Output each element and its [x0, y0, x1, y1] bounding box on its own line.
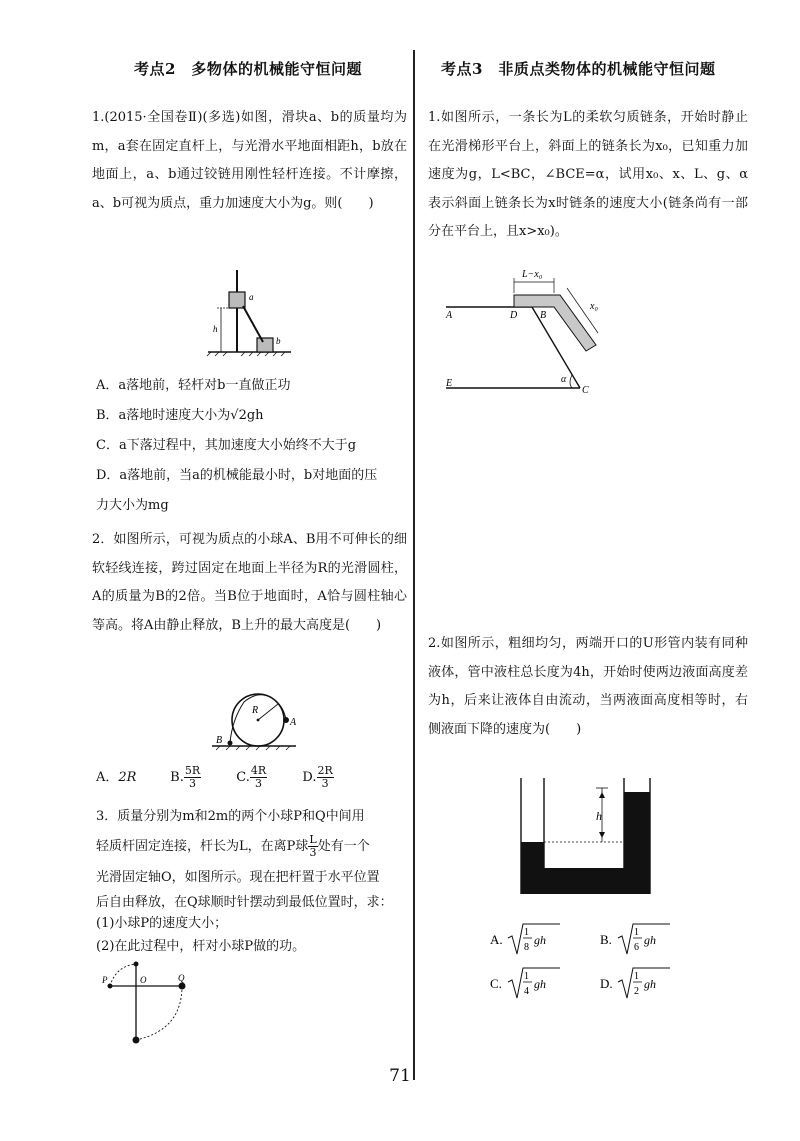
figure-cylinder: [210, 690, 300, 750]
arc-p: [110, 964, 136, 986]
question-2-right-text: 2.如图所示，粗细均匀，两端开口的U形管内装有同种液体，管中液柱总长度为4h，开始时使两边液面高度差为h，后来让液体自由流动，当两液面高度相等时，右侧液面下降的速度为( ): [428, 636, 748, 737]
svg-text:1: 1: [524, 927, 529, 938]
svg-text:D.: D.: [600, 976, 613, 991]
label-o: O: [140, 975, 147, 985]
figure-rotating-rod: [100, 960, 200, 1050]
label-a: A: [290, 717, 297, 728]
figure-sliding-blocks: [205, 270, 295, 355]
label-c: C: [582, 385, 589, 396]
q1-option-d: D．a落地前，当a的机械能最小时，b对地面的压: [96, 468, 378, 483]
angle-arc: [570, 375, 572, 388]
label-a: a: [249, 292, 254, 302]
question-1-right-text: 1.如图所示，一条长为L的柔软匀质链条，开始时静止在光滑梯形平台上，斜面上的链条长为x₀，已知重力加速度为g，L<BC，∠BCE=α，试用x₀、x、L、g、α表示斜面上链条长为x时链条的速度大小(链条尚有一部分在平台上，且x>x₀)。: [428, 110, 748, 239]
question-2-left-text: 2．如图所示，可视为质点的小球A、B用不可伸长的细软轻线连接，跨过固定在地面上半径为R的光滑圆柱，A的质量为B的2倍。当B位于地面时，A恰与圆柱轴心等高。将A由静止释放，B上升的最大高度是( ): [92, 532, 407, 633]
label-q: Q: [178, 973, 185, 983]
svg-text:C.: C.: [490, 976, 502, 991]
q3-line-4: 后自由释放，在Q球顺时针摆动到最低位置时，求：: [96, 895, 393, 910]
light-rod: [243, 306, 263, 342]
label-h: h: [213, 324, 218, 334]
slider-a: [229, 292, 245, 308]
q3-line-2: 轻质杆固定连接，杆长为L，在离P球 $\frac{L}{3}$ 处有一个: [96, 833, 370, 859]
section-title-left: 考点2 多物体的机械能守恒问题: [134, 60, 362, 78]
slider-b: [257, 338, 273, 352]
label-a: A: [446, 310, 453, 321]
option-c: [490, 968, 560, 998]
ball-p-top: [134, 962, 139, 967]
label-p: P: [102, 975, 108, 985]
svg-text:A.: A.: [490, 932, 503, 947]
q3-line-1: 3．质量分别为m和2m的两个小球P和Q中间用: [96, 809, 365, 824]
ball-q-bottom: [133, 1037, 140, 1044]
q3-line-6: (2)在此过程中，杆对小球P做的功。: [96, 939, 306, 954]
ball-q: [179, 983, 186, 990]
svg-text:2: 2: [634, 986, 639, 997]
radius-line: [258, 704, 278, 720]
svg-text:gh: gh: [644, 977, 656, 991]
svg-text:1: 1: [634, 971, 639, 982]
q2-options-row: A．2R B. $\frac{5R}{3}$ C. $\frac{4R}{3}$ D. $\frac{2R}{3}$: [96, 764, 333, 790]
ball-p: [108, 984, 113, 989]
label-b: B: [540, 310, 547, 321]
svg-text:4: 4: [524, 986, 529, 997]
option-d: [600, 968, 670, 998]
svg-text:8: 8: [524, 942, 529, 953]
chain: [514, 295, 596, 351]
liquid: [521, 792, 650, 894]
page-number: 71: [389, 1066, 411, 1086]
arc-q: [136, 986, 182, 1040]
q1-option-d-cont: 力大小为mg: [96, 498, 169, 513]
label-b: b: [276, 336, 281, 346]
column-divider: [413, 50, 415, 1080]
q1-option-a: A．a落地前，轻杆对b一直做正功: [96, 378, 291, 393]
label-r: R: [252, 705, 259, 716]
svg-text:1: 1: [634, 927, 639, 938]
q1-option-b: B．a落地时速度大小为√2gh: [96, 408, 264, 423]
q3-line-5: (1)小球P的速度大小；: [96, 916, 228, 931]
label-d: D: [510, 310, 518, 321]
q2-right-options: [490, 920, 690, 1005]
q1-option-c: C．a下落过程中，其加速度大小始终不大于g: [96, 438, 357, 453]
svg-text:gh: gh: [644, 933, 656, 947]
label-h: h: [596, 809, 602, 823]
svg-text:gh: gh: [534, 977, 546, 991]
label-alpha: α: [561, 374, 567, 385]
svg-text:B.: B.: [600, 932, 612, 947]
question-1-left-text: 1.(2015·全国卷Ⅱ)(多选)如图，滑块a、b的质量均为m，a套在固定直杆上，与光滑水平地面相距h，b放在地面上，a、b通过铰链用刚性轻杆连接。不计摩擦，a、b可视为质点，重力加速度大小为g。则( ): [92, 110, 407, 211]
section-title-right: 考点3 非质点类物体的机械能守恒问题: [441, 60, 716, 78]
option-a: [490, 924, 560, 954]
label-x0: x₀: [590, 301, 598, 312]
label-b: B: [216, 735, 223, 746]
option-b: [600, 924, 670, 954]
svg-text:1: 1: [524, 971, 529, 982]
label-e: E: [446, 378, 453, 389]
svg-text:6: 6: [634, 942, 639, 953]
svg-text:gh: gh: [534, 933, 546, 947]
figure-chain-platform: [440, 265, 620, 395]
figure-u-tube: [516, 770, 656, 898]
q3-line-3: 光滑固定轴O，如图所示。现在把杆置于水平位置: [96, 870, 380, 885]
label-l-minus-x0: L−x₀: [522, 269, 543, 280]
